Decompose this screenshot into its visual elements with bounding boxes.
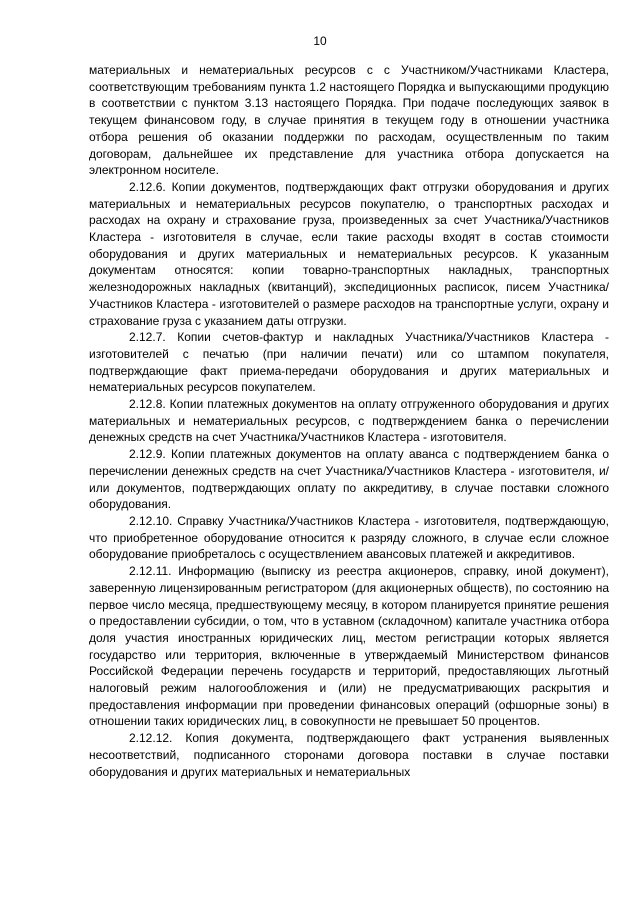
document-body <box>89 62 609 780</box>
paragraph-2-12-7: 2.12.7. Копии счетов-фактур и накладных Участника/Участников Кластера - изготовителей с печатью (при наличии печати) или со штампом покупателя, подтверждающие факт приема-передачи оборудования и других материальных и нематериальных ресурсов покупателем. <box>89 330 609 395</box>
paragraph-2-12-10: 2.12.10. Справку Участника/Участников Кластера - изготовителя, подтверждающую, что приобретенное оборудование относится к разряду сложного, в случае если сложное оборудование приобреталось с осуществлением авансовых платежей и аккредитивов. <box>89 513 609 562</box>
paragraph-2-12-9: 2.12.9. Копии платежных документов на оплату аванса с подтверждением банка о перечислении денежных средств на счет Участника/Участников Кластера - изготовителя, и/или документов, подтверждающих оплату по аккредитиву, в случае поставки сложного оборудования. <box>89 447 609 512</box>
paragraph-2-12-8: 2.12.8. Копии платежных документов на оплату отгруженного оборудования и других материальных и нематериальных ресурсов, с подтверждением банка о перечислении денежных средств на счет Участника/Участников Кластера - изготовителя. <box>89 397 609 445</box>
page-number: 10 <box>313 34 327 48</box>
paragraph-2-12-6: 2.12.6. Копии документов, подтверждающих факт отгрузки оборудования и других материальных и нематериальных ресурсов покупателю, о транспортных расходах и расходах на охрану и страхование груза, произведенных за счет Участника/Участников Кластера - изготовителя в случае, если такие расходы входят в состав стоимости оборудования и других материальных и нематериальных ресурсов. К указанным документам относятся: копии товарно-транспортных накладных, транспортных железнодорожных накладных (квитанций), экспедиционных расписок, писем Участника/Участников Кластера - изготовителей о размере расходов на транспортные услуги, охрану и страхование груза с указанием даты отгрузки. <box>89 179 609 328</box>
paragraph-2-12-11: 2.12.11. Информацию (выписку из реестра акционеров, справку, иной документ), заверенную лицензированным регистратором (для акционерных обществ), по состоянию на первое число месяца, предшествующему месяцу, в котором планируется принятие решения о предоставлении субсидии, о том, что в уставном (складочном) капитале участника отбора доля участия иностранных юридических лиц, местом регистрации которых является государство или территория, включенные в утверждаемый Министерством финансов Российской Федерации перечень государств и территорий, предоставляющих льготный налоговый режим налогообложения и (или) не предусматривающих раскрытия и предоставления информации при проведении финансовых операций (офшорные зоны) в отношении таких юридических лиц, в совокупности не превышает 50 процентов. <box>89 564 609 729</box>
paragraph-continuation: материальных и нематериальных ресурсов с с Участником/Участниками Кластера, соответствующим требованиям пункта 1.2 настоящего Порядка и выпускающими продукцию в соответствии с пунктом 3.13 настоящего Порядка. При подаче последующих заявок в текущем финансовом году, в случае принятия в текущем году в отношении участника отбора решения об оказании поддержки по расходам, осуществленным по таким договорам, дальнейшее их представление для участника отбора допускается на электронном носителе. <box>89 63 609 178</box>
paragraph-2-12-12: 2.12.12. Копия документа, подтверждающего факт устранения выявленных несоответствий, подписанного сторонами договора поставки в случае поставки оборудования и других материальных и нематериальных <box>89 731 609 779</box>
